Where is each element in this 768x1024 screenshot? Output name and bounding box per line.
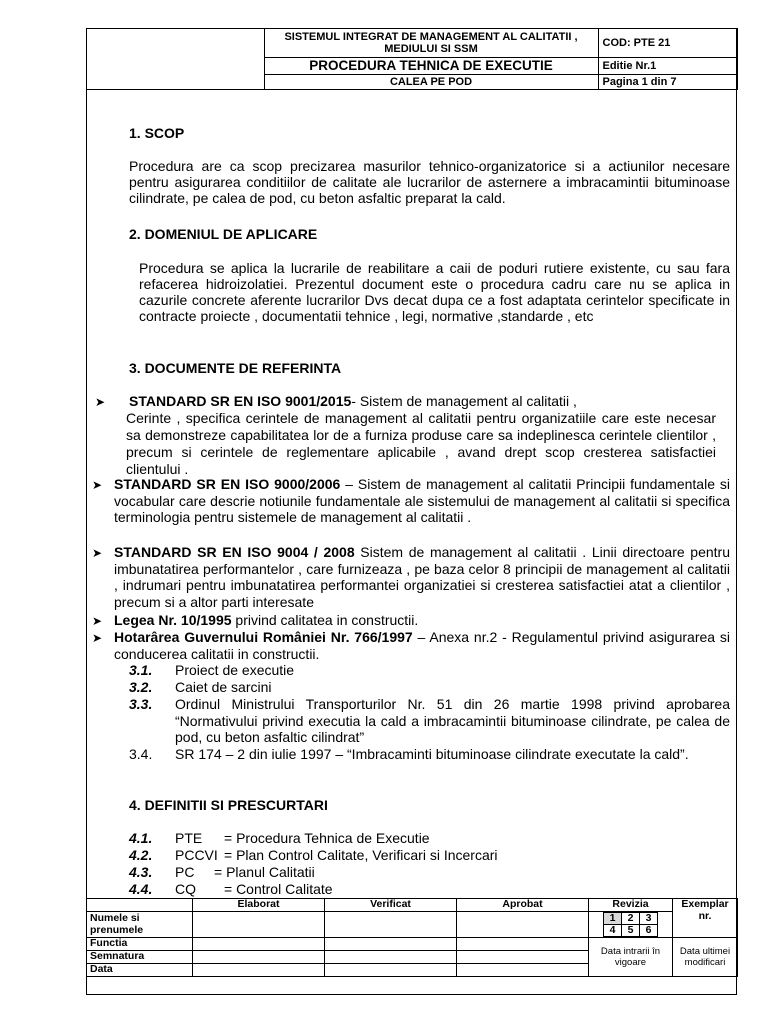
subitem-text: SR 174 – 2 din iulie 1997 – “Imbracaminti bituminoase cilindrate executate la cald”. xyxy=(175,746,689,762)
row-numele: Numele si prenumele xyxy=(87,912,193,938)
col-exemplar: Exemplar nr. xyxy=(673,899,738,938)
cell-aprobat-semnatura xyxy=(457,951,589,964)
reference-item-hg xyxy=(114,629,730,662)
definition-text: = Procedura Tehnica de Executie xyxy=(224,830,430,846)
definition-number: 4.1. xyxy=(129,830,153,846)
document-header xyxy=(86,28,738,90)
subitem-number: 3.4. xyxy=(129,746,153,762)
revision-2: 2 xyxy=(622,913,640,925)
cell-elaborat-numele xyxy=(193,912,325,938)
edition-number: Editie Nr.1 xyxy=(598,58,737,75)
definition-abbr: PCCVI xyxy=(175,847,218,863)
cell-verificat-data xyxy=(325,964,457,977)
section-text-domeniu: Procedura se aplica la lucrarile de reabilitare a caii de poduri rutiere existente, cu sau fara refacerea hidroizolatiei. Prezentul document este o procedura cadru care nu se aplica in cazurile concrete aferente lucrarilor Dvs decat dupa ce a fost adaptata cerintelor specificate in contracte proiecte , documentatii tehnice , legi, normative ,standarde , etc xyxy=(139,260,730,324)
definition-number: 4.3. xyxy=(129,864,153,880)
approval-table xyxy=(86,898,738,977)
reference-item-iso9004 xyxy=(114,544,730,610)
reference-item-iso9000 xyxy=(114,476,730,526)
definition-abbr: PTE xyxy=(175,830,203,846)
reference-title: STANDARD SR EN ISO 9001/2015 xyxy=(129,393,352,409)
reference-title: Hotarârea Guvernului României Nr. 766/1997 xyxy=(114,629,413,645)
definition-number: 4.4. xyxy=(129,881,153,897)
section-text-scop: Procedura are ca scop precizarea masurilor tehnico-organizatorice si a actiunilor necesare pentru asigurarea conditiilor de calitate ale lucrarilor de asternere a imbracamintii bituminoase cilindrate, pe calea de pod, cu beton asfaltic preparat la cald. xyxy=(129,158,730,206)
row-functia: Functia xyxy=(87,938,193,951)
cell-aprobat-numele xyxy=(457,912,589,938)
definition-text: = Control Calitate xyxy=(224,881,333,897)
page-number: Pagina 1 din 7 xyxy=(598,75,737,90)
bullet-arrow-icon: ➤ xyxy=(92,546,103,560)
date-in-force-label: Data intrarii în vigoare xyxy=(589,938,673,977)
cell-aprobat-functia xyxy=(457,938,589,951)
bullet-arrow-icon: ➤ xyxy=(92,478,103,492)
reference-text: – Anexa nr.2 - Regulamentul privind asigurarea si conducerea calitatii in constructii. xyxy=(114,629,731,662)
reference-text: – Sistem de management al calitatii Principii fundamentale si vocabular care descrie notiunile fundamentale ale sistemului de management al calitatii si specifica terminologia pentru sistemele de management al calitatii . xyxy=(114,476,730,525)
definition-number: 4.2. xyxy=(129,847,153,863)
col-aprobat: Aprobat xyxy=(457,899,589,912)
subitem-number: 3.2. xyxy=(129,679,153,695)
row-data: Data xyxy=(87,964,193,977)
definition-text: = Plan Control Calitate, Verificari si Incercari xyxy=(224,847,498,863)
approval-corner xyxy=(87,899,193,912)
revision-1: 1 xyxy=(604,913,622,925)
cell-aprobat-data xyxy=(457,964,589,977)
reference-item-iso9001 xyxy=(129,393,730,410)
subitem-text: Caiet de sarcini xyxy=(175,679,272,695)
cell-elaborat-data xyxy=(193,964,325,977)
cell-verificat-numele xyxy=(325,912,457,938)
subitem-number: 3.3. xyxy=(129,696,153,712)
bullet-arrow-icon: ➤ xyxy=(92,614,103,628)
cell-verificat-functia xyxy=(325,938,457,951)
section-heading-definitii: 4. DEFINITII SI PRESCURTARI xyxy=(129,797,328,813)
reference-extra-iso9001: Cerinte , specifica cerintele de management al calitatii pentru organizatiile care este necesar sa demonstreze capabilitatea lor de a furniza produse care sa indeplinesca cerintele clientilor , precum si cerintele de reglementare aplicabile , avand drept scop cresterea satisfactiei clientului . xyxy=(126,410,716,477)
revision-grid-cell xyxy=(589,912,673,938)
revision-3: 3 xyxy=(640,913,658,925)
section-heading-documente: 3. DOCUMENTE DE REFERINTA xyxy=(129,360,342,376)
procedure-subject: CALEA PE POD xyxy=(264,75,598,90)
definition-text: = Planul Calitatii xyxy=(214,864,315,880)
bullet-arrow-icon: ➤ xyxy=(92,631,103,645)
reference-title: Legea Nr. 10/1995 xyxy=(114,612,232,628)
subitem-text: Proiect de executie xyxy=(175,662,295,678)
revision-5: 5 xyxy=(622,925,640,937)
cell-elaborat-functia xyxy=(193,938,325,951)
bullet-arrow-icon: ➤ xyxy=(95,395,106,409)
reference-item-legea xyxy=(114,612,730,629)
reference-text: Sistem de management al calitatii . Linii directoare pentru imbunatatirea performantelor , care furnizeaza , pe baza celor 8 principii de management al calitatii , indrumari pentru imbunatatirea performantei organizatiei si cresterea satisfactiei atat a clientilor , precum si a altor parti interesate xyxy=(114,544,731,610)
system-title: SISTEMUL INTEGRAT DE MANAGEMENT AL CALITATII , MEDIULUI SI SSM xyxy=(264,29,598,58)
reference-title: STANDARD SR EN ISO 9004 / 2008 xyxy=(114,544,355,560)
cell-verificat-semnatura xyxy=(325,951,457,964)
date-last-modified-label: Data ultimei modificari xyxy=(673,938,738,977)
document-code: COD: PTE 21 xyxy=(598,29,737,58)
reference-text: - Sistem de management al calitatii , xyxy=(351,393,577,409)
col-revizia: Revizia xyxy=(589,899,673,912)
document-body xyxy=(86,92,737,895)
revision-6: 6 xyxy=(640,925,658,937)
revision-4: 4 xyxy=(604,925,622,937)
col-verificat: Verificat xyxy=(325,899,457,912)
cell-elaborat-semnatura xyxy=(193,951,325,964)
subitem-text: Ordinul Ministrului Transporturilor Nr. 51 din 26 martie 1998 privind aprobarea “Normativului privind executia la cald a imbracamintii bituminoase cilindrate, pe calea de pod, cu beton asfaltic cilindrat” xyxy=(175,696,730,745)
definition-abbr: PC xyxy=(175,864,195,880)
reference-text: privind calitatea in constructii. xyxy=(231,612,419,628)
revision-grid xyxy=(603,912,658,937)
col-elaborat: Elaborat xyxy=(193,899,325,912)
definition-abbr: CQ xyxy=(175,881,196,897)
procedure-title: PROCEDURA TEHNICA DE EXECUTIE xyxy=(264,58,598,75)
row-semnatura: Semnatura xyxy=(87,951,193,964)
header-logo-area xyxy=(86,29,264,90)
reference-title: STANDARD SR EN ISO 9000/2006 xyxy=(114,476,341,492)
section-heading-scop: 1. SCOP xyxy=(129,125,185,141)
section-heading-domeniu: 2. DOMENIUL DE APLICARE xyxy=(129,226,318,242)
subitem-number: 3.1. xyxy=(129,662,153,678)
